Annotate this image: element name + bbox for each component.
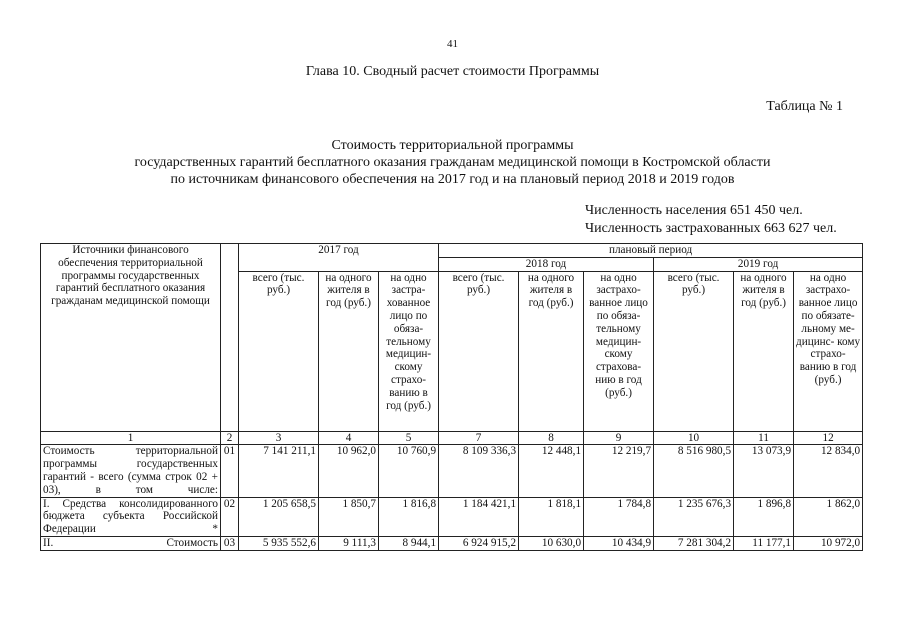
caption-line: государственных гарантий бесплатного оказания гражданам медицинской помощи в Костромской области (134, 155, 771, 170)
header-source: Источники финансового обеспечения территориальной программы государственных гарантий бесплатного оказания гражданам медицинской помощи (41, 244, 221, 432)
header-year-2019: 2019 год (654, 257, 863, 271)
insured-count: Численность застрахованных 663 627 чел. (585, 221, 837, 236)
header-year-2017: 2017 год (239, 244, 439, 272)
column-number: 3 (239, 431, 319, 445)
value-cell: 1 862,0 (794, 497, 863, 536)
page-number: 41 (447, 38, 458, 50)
header-per-resident-2018: на одного жителя в год (руб.) (519, 271, 584, 431)
value-cell: 1 784,8 (584, 497, 654, 536)
table-row (41, 445, 863, 497)
value-cell: 1 818,1 (519, 497, 584, 536)
value-cell: 1 816,8 (379, 497, 439, 536)
header-planned: плановый период (439, 244, 863, 258)
column-number: 2 (221, 431, 239, 445)
column-number: 5 (379, 431, 439, 445)
header-year-2018: 2018 год (439, 257, 654, 271)
column-number: 8 (519, 431, 584, 445)
value-cell: 10 434,9 (584, 536, 654, 550)
row-label: II. Стоимость (41, 536, 221, 550)
table-caption (0, 137, 905, 188)
row-label: I. Средства консолидированного бюджета субъекта Российской Федерации * (41, 497, 221, 536)
caption-line: Стоимость территориальной программы (331, 138, 574, 153)
header-per-insured-2018: на одно застрахо- ванное лицо по обяза- тельному медицин- скому страхова- нию в год (руб.) (584, 271, 654, 431)
column-number: 12 (794, 431, 863, 445)
value-cell: 1 896,8 (734, 497, 794, 536)
table-number: Таблица № 1 (766, 99, 843, 114)
row-label: Стоимость территориальной программы государственных гарантий - всего (сумма строк 02 + 03), в том числе: (41, 445, 221, 497)
header-row (41, 244, 863, 258)
value-cell: 10 630,0 (519, 536, 584, 550)
header-total-2017: всего (тыс. руб.) (239, 271, 319, 431)
column-number: 11 (734, 431, 794, 445)
column-number: 1 (41, 431, 221, 445)
column-number: 4 (319, 431, 379, 445)
value-cell: 12 219,7 (584, 445, 654, 497)
value-cell: 1 235 676,3 (654, 497, 734, 536)
value-cell: 10 962,0 (319, 445, 379, 497)
value-cell: 10 760,9 (379, 445, 439, 497)
cost-table (40, 243, 863, 551)
value-cell: 10 972,0 (794, 536, 863, 550)
header-total-2018: всего (тыс. руб.) (439, 271, 519, 431)
value-cell: 5 935 552,6 (239, 536, 319, 550)
chapter-title: Глава 10. Сводный расчет стоимости Программы (305, 64, 600, 79)
header-per-resident-2019: на одного жителя в год (руб.) (734, 271, 794, 431)
table-row (41, 497, 863, 536)
population-count: Численность населения 651 450 чел. (585, 203, 803, 218)
value-cell: 11 177,1 (734, 536, 794, 550)
header-per-resident-2017: на одного жителя в год (руб.) (319, 271, 379, 431)
value-cell: 12 834,0 (794, 445, 863, 497)
value-cell: 8 516 980,5 (654, 445, 734, 497)
caption-line: по источникам финансового обеспечения на 2017 год и на плановый период 2018 и 2019 годов (170, 172, 735, 187)
value-cell: 1 205 658,5 (239, 497, 319, 536)
column-number: 7 (439, 431, 519, 445)
row-code: 01 (221, 445, 239, 497)
row-code: 02 (221, 497, 239, 536)
header-per-insured-2017: на одно застра- хованное лицо по обяза- тельному медицин- скому страхо- ванию в год (руб.) (379, 271, 439, 431)
header-per-insured-2019: на одно застрахо- ванное лицо по обязате- льному ме- дицинс- кому страхо- ванию в год (руб.) (794, 271, 863, 431)
column-number: 10 (654, 431, 734, 445)
value-cell: 13 073,9 (734, 445, 794, 497)
value-cell: 8 944,1 (379, 536, 439, 550)
value-cell: 9 111,3 (319, 536, 379, 550)
header-code (221, 244, 239, 432)
value-cell: 8 109 336,3 (439, 445, 519, 497)
population-block (585, 202, 837, 238)
header-total-2019: всего (тыс. руб.) (654, 271, 734, 431)
row-code: 03 (221, 536, 239, 550)
value-cell: 6 924 915,2 (439, 536, 519, 550)
value-cell: 7 141 211,1 (239, 445, 319, 497)
table-row (41, 536, 863, 550)
column-number-row (41, 431, 863, 445)
value-cell: 1 184 421,1 (439, 497, 519, 536)
value-cell: 7 281 304,2 (654, 536, 734, 550)
value-cell: 1 850,7 (319, 497, 379, 536)
value-cell: 12 448,1 (519, 445, 584, 497)
column-number: 9 (584, 431, 654, 445)
